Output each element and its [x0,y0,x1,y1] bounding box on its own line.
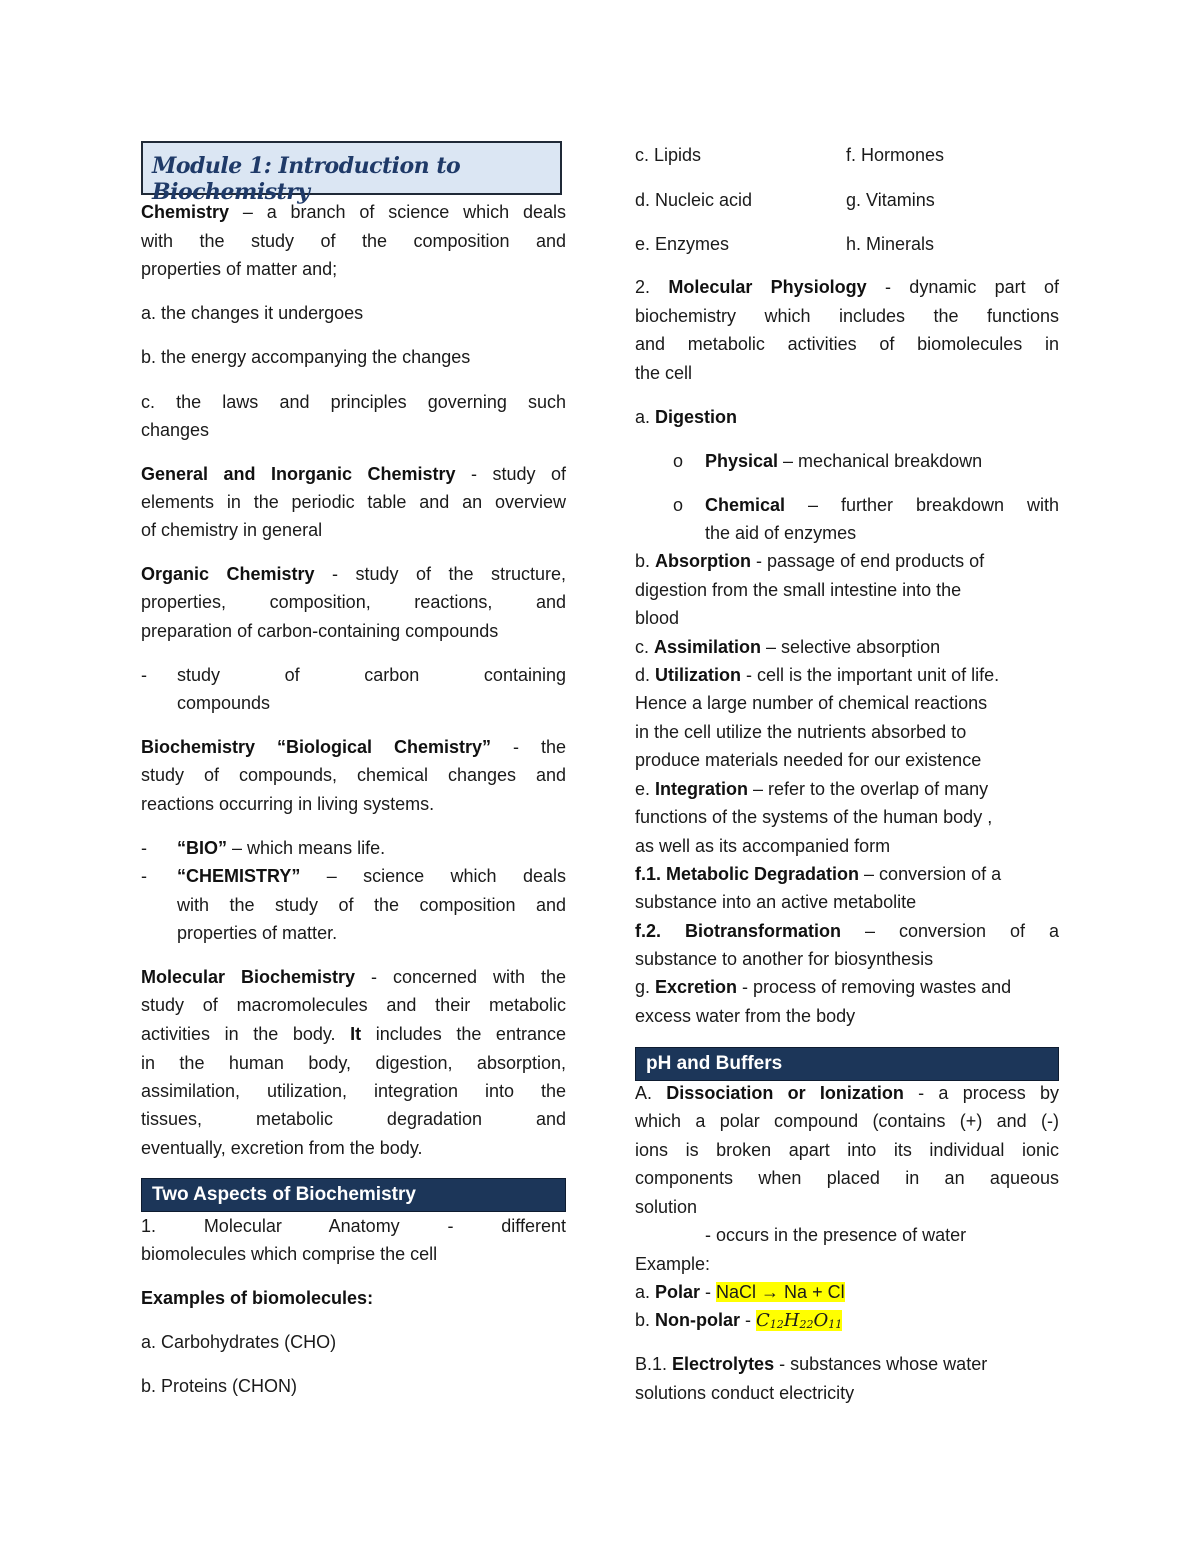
biochem-subitem-chemistry-2: with the study of the composition and [177,895,566,915]
physiology-line-1: 2. Molecular Physiology - dynamic part of [635,277,1059,297]
nonpolar-example: b. Non-polar - $C_{12}H_{22}O_{11}$ [635,1310,843,1331]
nonpolar-formula: $C_{12}H_{22}O_{11}$ [756,1310,843,1331]
biotransformation-line-2: substance to another for biosynthesis [635,949,934,969]
chemistry-item-b: b. the energy accompanying the changes [141,347,471,367]
polar-example: a. Polar - NaCl → Na + Cl [635,1282,845,1302]
biochem-subitem-bio: - “BIO” – which means life. [141,838,386,858]
molecular-biochem-line-5: assimilation, utilization, integration into the [141,1081,566,1101]
utilization-line-1: d. Utilization - cell is the important unit of life. [635,665,1000,685]
chemistry-line-2: with the study of the composition and [141,231,566,251]
polar-formula: NaCl → Na + Cl [716,1282,845,1302]
chemistry-item-c-1: c. the laws and principles governing such [141,392,566,412]
utilization-line-2: Hence a large number of chemical reactions [635,693,988,713]
molecular-biochem-line-4: in the human body, digestion, absorption, [141,1053,566,1073]
example-h: h. Minerals [846,234,935,254]
chemistry-line-1: Chemistry – a branch of science which deals [141,202,566,222]
example-a: a. Carbohydrates (CHO) [141,1332,337,1352]
example-label: Example: [635,1254,711,1274]
example-d: d. Nucleic acid [635,190,753,210]
general-chem-line-3: of chemistry in general [141,520,323,540]
digestion-chemical-2: the aid of enzymes [705,523,857,543]
excretion-line-2: excess water from the body [635,1006,856,1026]
dissociation-line-1: A. Dissociation or Ionization - a process by [635,1083,1060,1103]
general-chem-line-2: elements in the periodic table and an overview [141,492,566,512]
example-f: f. Hormones [846,145,945,165]
bullet-marker: o [673,495,684,515]
molecular-biochem-line-3: activities in the body. It includes the entrance [141,1024,566,1044]
dissociation-note: - occurs in the presence of water [705,1225,967,1245]
example-e: e. Enzymes [635,234,730,254]
molecular-biochem-line-7: eventually, excretion from the body. [141,1138,423,1158]
dissociation-line-5: solution [635,1197,698,1217]
aspect-1-line-1: 1. Molecular Anatomy - different [141,1216,566,1236]
bullet-marker: o [673,451,684,471]
biochem-line-2: study of compounds, chemical changes and [141,765,566,785]
molecular-biochem-line-1: Molecular Biochemistry - concerned with the [141,967,566,987]
two-aspects-header: Two Aspects of Biochemistry [141,1178,566,1212]
physiology-line-2: biochemistry which includes the functions [635,306,1059,326]
physiology-term: Molecular Physiology [668,277,867,297]
dissociation-line-2: which a polar compound (contains (+) and (-) [635,1111,1059,1131]
ph-buffers-header: pH and Buffers [635,1047,1059,1081]
organic-chem-line-3: preparation of carbon-containing compounds [141,621,499,641]
utilization-line-4: produce materials needed for our existence [635,750,982,770]
assimilation-line: c. Assimilation – selective absorption [635,637,941,657]
biochem-term: Biochemistry “Biological Chemistry” [141,737,492,757]
electrolytes-line-1: B.1. Electrolytes - substances whose water [635,1354,988,1374]
biochem-line-3: reactions occurring in living systems. [141,794,435,814]
absorption-line-2: digestion from the small intestine into the [635,580,962,600]
absorption-line-1: b. Absorption - passage of end products of [635,551,985,571]
physiology-line-3: and metabolic activities of biomolecules in [635,334,1059,354]
module-title: Module 1: Introduction to Biochemistry [152,153,461,205]
dissociation-line-4: components when placed in an aqueous [635,1168,1059,1188]
general-chem-line-1: General and Inorganic Chemistry - study of [141,464,567,484]
examples-label: Examples of biomolecules: [141,1288,374,1308]
integration-line-2: functions of the systems of the human body , [635,807,993,827]
dash-marker: - [141,665,147,685]
metabolic-degradation-line-1: f.1. Metabolic Degradation – conversion of a [635,864,1002,884]
biochem-subitem-chemistry-3: properties of matter. [177,923,338,943]
chemistry-term: Chemistry [141,202,230,222]
example-c: c. Lipids [635,145,702,165]
absorption-line-3: blood [635,608,680,628]
aspect-1-line-2: biomolecules which comprise the cell [141,1244,438,1264]
molecular-biochem-line-6: tissues, metabolic degradation and [141,1109,566,1129]
integration-line-1: e. Integration – refer to the overlap of many [635,779,989,799]
chemistry-line-3: properties of matter and; [141,259,338,279]
molecular-biochem-line-2: study of macromolecules and their metabolic [141,995,566,1015]
organic-subitem-1: - study of carbon containing [177,661,566,690]
organic-chem-term: Organic Chemistry [141,564,315,584]
organic-chem-line-1: Organic Chemistry - study of the structure, [141,564,566,584]
biochem-subitem-chemistry: - “CHEMISTRY” – science which deals [141,866,566,886]
organic-subitem-2: compounds [177,693,271,713]
biochem-line-1: Biochemistry “Biological Chemistry” - the [141,737,566,757]
excretion-line-1: g. Excretion - process of removing wastes and [635,977,1012,997]
module-title-box [141,141,562,205]
metabolic-degradation-line-2: substance into an active metabolite [635,892,917,912]
digestion-heading: a. Digestion [635,407,738,427]
dissociation-line-3: ions is broken apart into its individual ionic [635,1140,1059,1160]
example-g: g. Vitamins [846,190,935,210]
example-b: b. Proteins (CHON) [141,1376,298,1396]
molecular-biochem-term: Molecular Biochemistry [141,967,356,987]
chemistry-item-a: a. the changes it undergoes [141,303,364,323]
electrolytes-line-2: solutions conduct electricity [635,1383,855,1403]
digestion-physical: o Physical – mechanical breakdown [705,447,1059,476]
organic-chem-line-2: properties, composition, reactions, and [141,592,566,612]
integration-line-3: as well as its accompanied form [635,836,891,856]
biotransformation-line-1: f.2. Biotransformation – conversion of a [635,921,1059,941]
physiology-line-4: the cell [635,363,693,383]
digestion-chemical-1: o Chemical – further breakdown with [705,491,1059,520]
chemistry-item-c-2: changes [141,420,210,440]
general-chem-term: General and Inorganic Chemistry [141,464,456,484]
utilization-line-3: in the cell utilize the nutrients absorbed to [635,722,967,742]
